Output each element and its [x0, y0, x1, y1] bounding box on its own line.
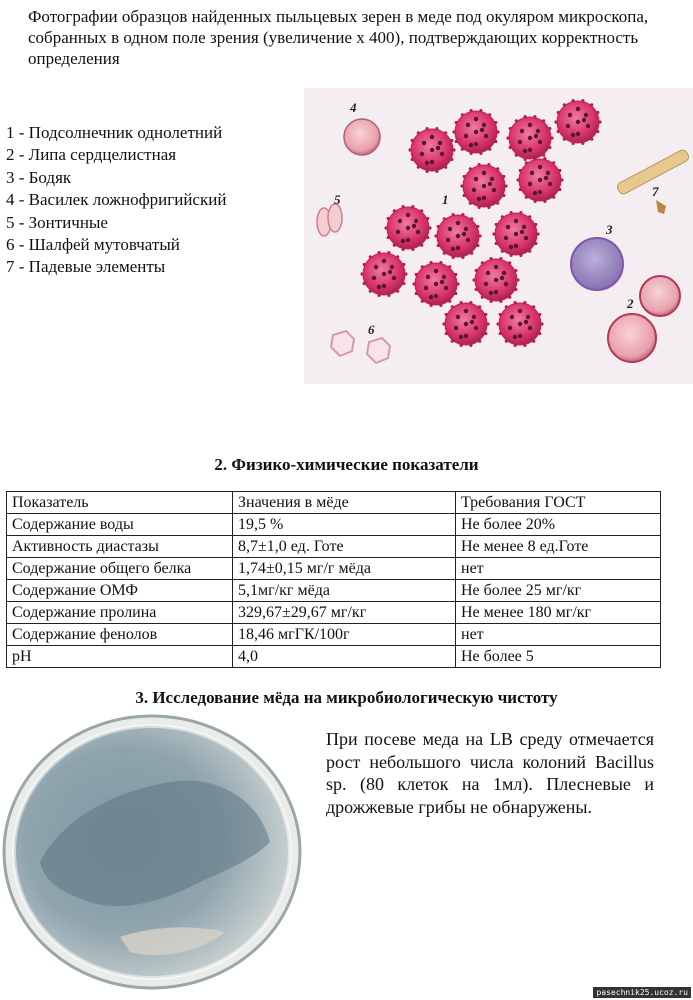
micro-label-6: 6 [368, 322, 375, 337]
legend-item: 3 - Бодяк [6, 167, 72, 187]
pollen-grain-5b [328, 204, 342, 232]
table-cell: Содержание фенолов [7, 624, 233, 646]
table-cell: нет [456, 558, 661, 580]
legend-item: 5 - Зонтичные [6, 212, 108, 232]
micro-label-5: 5 [334, 192, 341, 207]
micro-label-4: 4 [350, 100, 357, 115]
pollen-micrograph [304, 88, 693, 384]
pollen-grain-1 [442, 301, 489, 347]
table-cell: Не менее 8 ед.Готе [456, 536, 661, 558]
pollen-grain-1 [516, 157, 563, 203]
micro-label-2: 2 [627, 296, 634, 311]
table-cell: 1,74±0,15 мг/г мёда [233, 558, 456, 580]
pollen-grain-2b [640, 276, 680, 316]
table-row [7, 580, 661, 602]
pollen-grain-1 [492, 211, 539, 257]
micro-label-1: 1 [442, 192, 449, 207]
table-cell: Не более 20% [456, 514, 661, 536]
legend-item: 4 - Василек ложнофригийский [6, 190, 227, 210]
pollen-grain-1 [496, 301, 543, 347]
pollen-grain-1 [472, 257, 519, 303]
table-cell: 5,1мг/кг мёда [233, 580, 456, 602]
table-cell: Не более 25 мг/кг [456, 580, 661, 602]
table-header-cell: Значения в мёде [233, 492, 456, 514]
pollen-grain-2 [608, 314, 656, 362]
pollen-grain-1 [452, 109, 499, 155]
table-header-cell: Требования ГОСТ [456, 492, 661, 514]
section-3-title: 3. Исследование мёда на микробиологическую чистоту [135, 688, 558, 707]
micro-label-3: 3 [606, 222, 613, 237]
pollen-grain-1 [408, 127, 455, 173]
pollen-grain-1 [506, 115, 553, 161]
table-cell: Содержание общего белка [7, 558, 233, 580]
petri-dish-photo [0, 712, 305, 992]
pollen-grain-3 [571, 238, 623, 290]
table-cell: Не более 5 [456, 646, 661, 668]
table-row [7, 514, 661, 536]
table-row [7, 602, 661, 624]
table-cell: Содержание ОМФ [7, 580, 233, 602]
pollen-grain-4 [344, 119, 380, 155]
table-header-row [7, 492, 661, 514]
legend-item: 2 - Липа сердцелистная [6, 145, 177, 165]
table-row [7, 646, 661, 668]
table-row [7, 558, 661, 580]
legend-item: 6 - Шалфей мутовчатый [6, 235, 180, 255]
micro-label-7: 7 [652, 184, 659, 199]
table-cell: 18,46 мгГК/100г [233, 624, 456, 646]
honeydew-element-7b [656, 200, 666, 214]
physchem-table [6, 491, 661, 668]
pollen-grain-1 [412, 261, 459, 307]
table-cell: Содержание воды [7, 514, 233, 536]
table-cell: 4,0 [233, 646, 456, 668]
legend-item: 1 - Подсолнечник однолетний [6, 123, 223, 142]
pollen-grain-6b [367, 338, 390, 363]
table-cell: Не менее 180 мг/кг [456, 602, 661, 624]
watermark: pasechnik25.ucoz.ru [593, 987, 691, 998]
pollen-grain-1 [434, 213, 481, 259]
table-cell: 8,7±1,0 ед. Готе [233, 536, 456, 558]
table-cell: 19,5 % [233, 514, 456, 536]
table-cell: Содержание пролина [7, 602, 233, 624]
table-row [7, 536, 661, 558]
pollen-grain-6 [331, 331, 354, 356]
pollen-grain-1 [554, 99, 601, 145]
table-cell: Активность диастазы [7, 536, 233, 558]
legend-item: 7 - Падевые элементы [6, 257, 166, 277]
table-header-cell: Показатель [7, 492, 233, 514]
species-legend [6, 122, 226, 279]
pollen-grain-1 [384, 205, 431, 251]
table-cell: pH [7, 646, 233, 668]
section-2-title: 2. Физико-химические показатели [214, 455, 479, 474]
table-row [7, 624, 661, 646]
pollen-grain-1 [460, 163, 507, 209]
microbiology-text: При посеве меда на LB среду отмечается рост небольшого числа колоний Bacillus sp. (80 клеток на 1мл). Плесневые и дрожжевые грибы не обнаружены. [326, 729, 654, 817]
table-cell: 329,67±29,67 мг/кг [233, 602, 456, 624]
pollen-grain-1 [360, 251, 407, 297]
photo-caption: Фотографии образцов найденных пыльцевых зерен в меде под окуляром микроскопа, собранных в одном поле зрения (увеличение х 400), подтверждающих корректность определения [28, 7, 649, 68]
table-cell: нет [456, 624, 661, 646]
